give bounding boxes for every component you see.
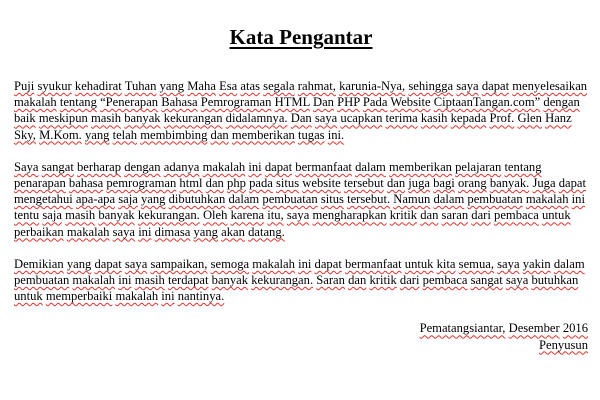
paragraph-1[interactable]: Puji syukur kehadirat Tuhan yang Maha Esa atas segala rahmat, karunia-Nya, sehingga saya dapat menyelesaikan makalah tentang “Penerapan Bahasa Pemrograman HTML Dan PHP Pada Website CiptaanTangan.com” dengan baik meskipun masih banyak kekurangan didalamnya. Dan saya ucapkan terima kasih kepada Prof. Glen Hanz Sky, M.Kom. yang telah membimbing dan memberikan tugas ini. <box>14 79 588 142</box>
paragraph-2[interactable]: Saya sangat berharap dengan adanya makalah ini dapat bermanfaat dalam memberikan pelajaran tentang penarapan bahasa pemrograman html dan php pada situs website tersebut dan juga bagi orang banyak. Juga dapat mengetahui apa-apa saja yang dibutuhkan dalam pembuatan situs tersebut. Namun dalam pembuatan makalah ini tentu saja masih banyak kekurangan. Oleh karena itu, saya mengharapkan kritik dan saran dari pembaca untuk perbaikan makalah saya ini dimasa yang akan datang. <box>14 159 587 239</box>
page-title: Kata Pengantar <box>229 25 373 49</box>
signature-label[interactable]: Penyusun <box>539 337 588 352</box>
paragraph-3[interactable]: Demikian yang dapat saya sampaikan, semoga makalah ini dapat bermanfaat untuk kita semua, saya yakin dalam pembuatan makalah ini masih terdapat banyak kekurangan. Saran dan kritik dari pembaca sangat saya butuhkan untuk memperbaiki makalah ini nantinya. <box>14 256 585 304</box>
closing-block <box>14 320 588 352</box>
place-date[interactable]: Pematangsiantar, Desember 2016 <box>419 321 588 336</box>
